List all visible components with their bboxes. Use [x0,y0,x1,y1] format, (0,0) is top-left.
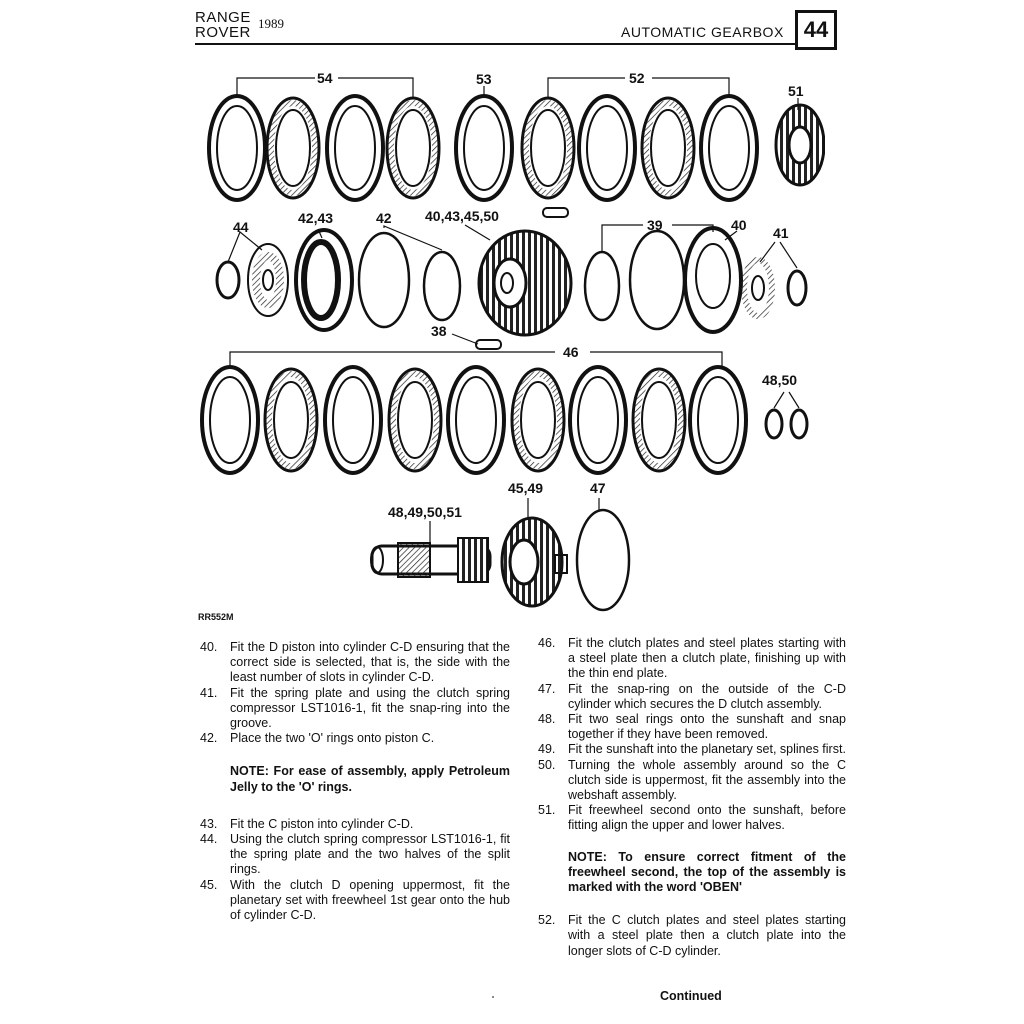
end-plate [690,367,746,473]
section-number-box: 44 [795,10,837,50]
step-text: Fit the D piston into cylinder C-D ensuring that the correct side is selected, that is, the side with the least number of slots in cylinder C-D. [230,640,510,685]
piston-d [685,228,741,332]
clutch-plate [642,98,694,198]
brand-label [195,10,251,40]
clutch-plate [387,98,439,198]
callout-48-50: 48,50 [762,372,798,388]
step-number: 44. [200,832,218,847]
step-text: Fit the clutch plates and steel plates starting with a steel plate then a clutch plate, finishing up with the thin end plate. [568,636,846,681]
callout-39: 39 [647,217,663,233]
exploded-parts-diagram [195,60,825,615]
callout-40-43-45-50: 40,43,45,50 [425,208,499,224]
step-number: 50. [538,757,556,772]
clutch-plate [267,98,319,198]
row1-plates [209,96,824,200]
step-40 [200,640,510,686]
o-ring-39-large [630,231,684,329]
callout-46: 46 [563,344,579,360]
clutch-plate [389,369,441,471]
step-number: 43. [200,816,218,831]
brand-line-1: RANGE [195,9,251,26]
note-oben: NOTE: To ensure correct fitment of the freewheel second, the top of the assembly is marked with the word 'OBEN' [568,849,846,895]
step-51 [538,803,846,833]
step-number: 51. [538,803,556,818]
brand-line-2: ROVER [195,24,251,41]
right-instructions [538,636,846,959]
step-text: Fit the snap-ring on the outside of the C-D cylinder which secures the D clutch assembly. [568,681,846,711]
callout-48-49-50-51: 48,49,50,51 [388,504,462,520]
step-44 [200,832,510,878]
callout-45-49: 45,49 [508,480,544,496]
end-plate [456,96,512,200]
step-number: 46. [538,636,556,650]
seal-ring-38-bottom [476,340,501,349]
step-text: Fit two seal rings onto the sunshaft and snap together if they have been removed. [568,712,846,742]
step-text: Fit freewheel second onto the sunshaft, before fitting align the upper and lower halves. [568,803,846,833]
steel-plate [325,367,381,473]
callout-54: 54 [317,70,333,86]
o-ring-39-small [585,252,619,320]
left-instructions [200,640,510,923]
seal-rings-48-50 [766,410,807,438]
note-o-rings: NOTE: For ease of assembly, apply Petroleum Jelly to the 'O' rings. [230,764,510,794]
step-number: 49. [538,742,556,757]
callout-47: 47 [590,480,606,496]
steel-plate [570,367,626,473]
callout-51: 51 [788,83,804,99]
step-text: Fit the spring plate and using the clutch spring compressor LST1016-1, fit the snap-ring into the groove. [230,685,510,731]
step-text: Fit the C piston into cylinder C-D. [230,816,414,831]
callout-42-43: 42,43 [298,210,334,226]
seal-ring-38-top [543,208,568,217]
steel-plate [327,96,383,200]
step-47 [538,682,846,712]
page-speck [492,996,494,998]
steel-plate [209,96,265,200]
step-45 [200,878,510,924]
step-number: 40. [200,640,218,654]
callout-40: 40 [731,217,747,233]
step-number: 52. [538,913,556,928]
step-number: 42. [200,731,218,746]
section-title: AUTOMATIC GEARBOX [621,24,784,40]
o-ring-small [424,252,460,320]
snap-ring-41 [788,271,806,305]
step-number: 47. [538,681,556,696]
steel-plate [579,96,635,200]
step-50 [538,758,846,804]
callout-44: 44 [233,219,249,235]
step-text: Fit the C clutch plates and steel plates starting with a steel plate then a clutch plate into the longer slots of C-D cylinder. [568,913,846,958]
step-text: Fit the sunshaft into the planetary set, splines first. [568,742,846,757]
clutch-plate [265,369,317,471]
model-year: 1989 [258,16,284,31]
figure-reference: RR552M [198,612,234,622]
step-text: With the clutch D opening uppermost, fit the planetary set with freewheel 1st gear onto the hub of cylinder C-D. [230,877,510,923]
continued-label: Continued [660,989,722,1003]
split-rings [217,262,239,298]
callout-42: 42 [376,210,392,226]
row3-plates [202,367,807,473]
spring-plate-41 [744,260,772,316]
step-49 [538,742,846,757]
callout-52: 52 [629,70,645,86]
callout-38: 38 [431,323,447,339]
spring-plate [248,244,288,316]
step-48 [538,712,846,742]
step-43 [200,817,510,832]
step-42 [200,731,510,746]
clutch-plate [633,369,685,471]
step-text: Place the two 'O' rings onto piston C. [230,731,435,746]
freewheel-second [776,105,824,185]
step-number: 41. [200,685,218,700]
steel-plate [701,96,757,200]
piston-c [296,230,352,330]
step-number: 45. [200,877,218,892]
row2-parts [217,208,806,349]
planetary-set [502,518,567,606]
clutch-plate [512,369,564,471]
callout-53: 53 [476,71,492,87]
step-number: 48. [538,712,556,727]
cylinder-c-d [479,231,571,335]
row4-parts [371,510,629,610]
step-text: Turning the whole assembly around so the C clutch side is uppermost, fit the assembly into the webshaft assembly. [568,757,846,803]
step-52 [538,913,846,959]
header-rule [195,43,795,45]
steel-plate [448,367,504,473]
snap-ring-47 [577,510,629,610]
callout-41: 41 [773,225,789,241]
clutch-plate [522,98,574,198]
steel-plate [202,367,258,473]
step-41 [200,686,510,732]
step-46 [538,636,846,682]
step-text: Using the clutch spring compressor LST1016-1, fit the spring plate and the two halves of the split rings. [230,832,510,877]
o-ring-large [359,233,409,327]
